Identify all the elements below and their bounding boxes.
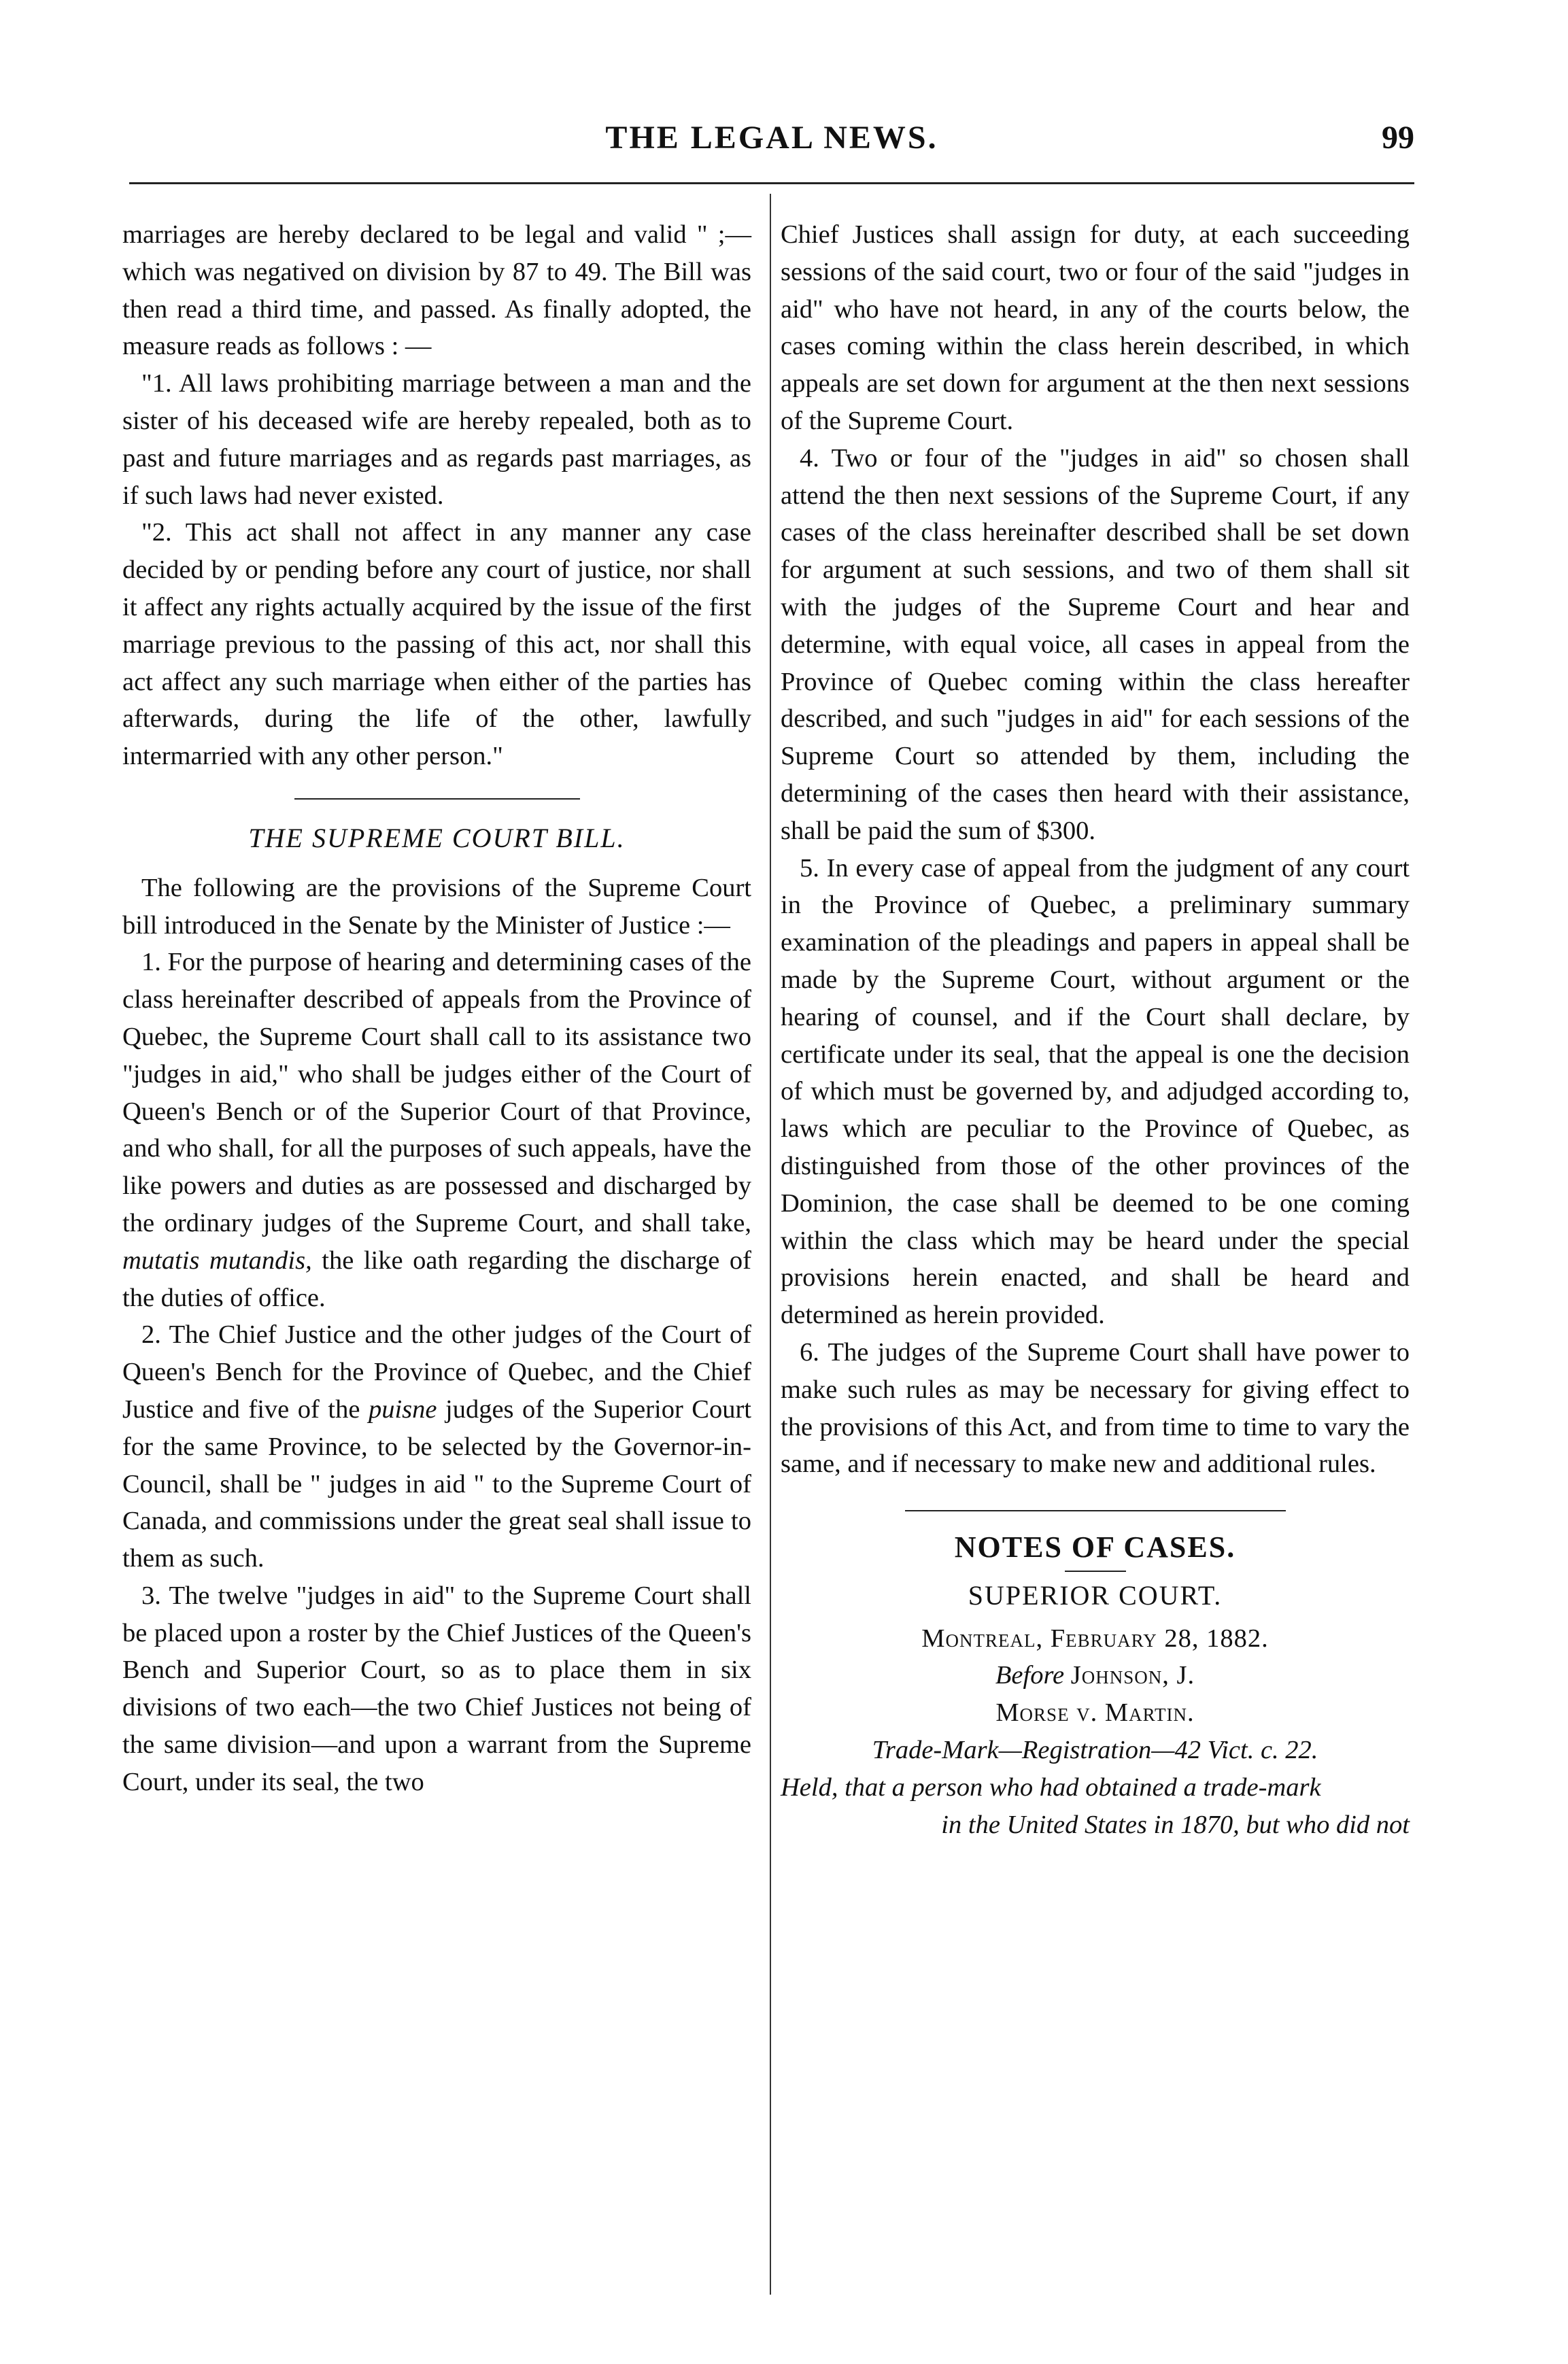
holding-line-2: in the United States in 1870, but who did not [941,1810,1410,1839]
quoted-section-2: "2. This act shall not affect in any manner any case decided by or pending before any court of justice, nor shall it affect any rights actually acquired by the issue of the first marriage previous to the passing of this act, nor shall this act affect any such marriage when either of the parties has afterwards, during the life of the other, lawfully intermarried with any other person." [122,518,751,771]
court-title: SUPERIOR COURT. [968,1579,1223,1611]
section-title: THE SUPREME COURT BILL. [248,822,626,853]
before-word: Before [995,1661,1065,1690]
page-header [129,119,1414,173]
place-date: Montreal, February 28, 1882. [921,1624,1269,1653]
section-divider [294,798,580,800]
before-line [781,1657,1410,1694]
provision-2-italic: puisne [368,1394,437,1424]
opening-paragraph: marriages are hereby declared to be legal and valid " ;—which was negatived on division by 87 to 49. The Bill was then read a third time, and passed. As finally adopted, the measure reads as follows : — [122,220,751,361]
continuation-paragraph: Chief Justices shall assign for duty, at each succeeding sessions of the said court, two or four of the said "judges in aid" who have not heard, in any of the courts below, the cases coming within the class herein described, in which appeals are set down for argument at the then next sessions of the Supreme Court. [781,220,1410,435]
left-column [122,216,751,1801]
provision-1-latin: mutatis mutandis, [122,1246,312,1275]
provision-1 [122,944,751,1316]
page-number: 99 [1382,120,1414,156]
provision-2-text-b: judges of the Superior Court for the same Province, to be selected by the Governor-in-Council, shall be " judges in aid " to the Supreme Court of Canada, and commissions under the great seal shall issue to them as such. [122,1394,752,1573]
provision-6: 6. The judges of the Supreme Court shall have power to make such rules as may be necessary for giving effect to the provisions of this Act, and from time to time to vary the same, and if necessary to make new and additional rules. [781,1337,1410,1479]
provision-1-text-b: the like oath regarding the discharge of the duties of office. [122,1246,752,1312]
notes-divider [905,1510,1286,1511]
notes-subrule [1065,1571,1126,1572]
provision-1-text-a: 1. For the purpose of hearing and determining cases of the class hereinafter described of appeals from the Province of Quebec, the Supreme Court shall call to its assistance two "judges in aid," who shall be judges either of the Court of Queen's Bench or of the Superior Court of that Province, and who shall, for all the purposes of such appeals, have the like powers and duties as are possessed and discharged by the ordinary judges of the Supreme Court, and shall take, [122,948,752,1237]
provision-2-text-a: 2. The Chief Justice and the other judges of the Court of Queen's Bench for the Province of Quebec, and the Chief Justice and five of the [122,1320,751,1424]
judge-name: Johnson, J. [1070,1661,1195,1690]
notes-title: NOTES OF CASES. [954,1530,1236,1564]
case-subject: Trade-Mark—Registration—42 Vict. c. 22. [872,1736,1318,1765]
quoted-section-1: "1. All laws prohibiting marriage between a man and the sister of his deceased wife are hereby repealed, both as to past and future marriages and as regards past marriages, as if such laws had never existed. [122,369,751,510]
header-rule [129,182,1414,184]
holding [781,1769,1410,1844]
holding-line-1: Held, that a person who had obtained a trade-mark [781,1772,1321,1802]
running-title: THE LEGAL NEWS. [605,120,938,156]
provision-2 [122,1316,751,1577]
provision-5: 5. In every case of appeal from the judgment of any court in the Province of Quebec, a preliminary summary examination of the pleadings and papers in appeal shall be made by the Supreme Court, without argument or the hearing of counsel, and if the Court shall declare, by certificate under its seal, that the appeal is one the decision of which must be governed by, and adjudged according to, laws which are peculiar to the Province of Quebec, as distinguished from those of the other provinces of the Dominion, the case shall be deemed to be one coming within the class which may be heard under the special provisions herein enacted, and shall be heard and determined as herein provided. [781,853,1410,1330]
provision-3: 3. The twelve "judges in aid" to the Supreme Court shall be placed upon a roster by the Chief Justices of the Queen's Bench and Superior Court, so as to place them in six divisions of two each—the two Chief Justices not being of the same division—and upon a warrant from the Supreme Court, under its seal, the two [122,1581,751,1796]
bill-intro: The following are the provisions of the Supreme Court bill introduced in the Senate by the Minister of Justice :— [122,873,751,940]
provision-4: 4. Two or four of the "judges in aid" so chosen shall attend the then next sessions of the Supreme Court, if any cases of the class hereinafter described shall be set down for argument at such sessions, and two of them shall sit with the judges of the Supreme Court and hear and determine, with equal voice, all cases in appeal from the Province of Quebec coming within the class hereafter described, and such "judges in aid" for each sessions of the Supreme Court so attended by them, including the determining of the cases then heard with their assistance, shall be paid the sum of $300. [781,443,1410,845]
case-name: Morse v. Martin. [995,1698,1195,1728]
column-divider [770,194,771,2295]
right-column [781,216,1410,1843]
